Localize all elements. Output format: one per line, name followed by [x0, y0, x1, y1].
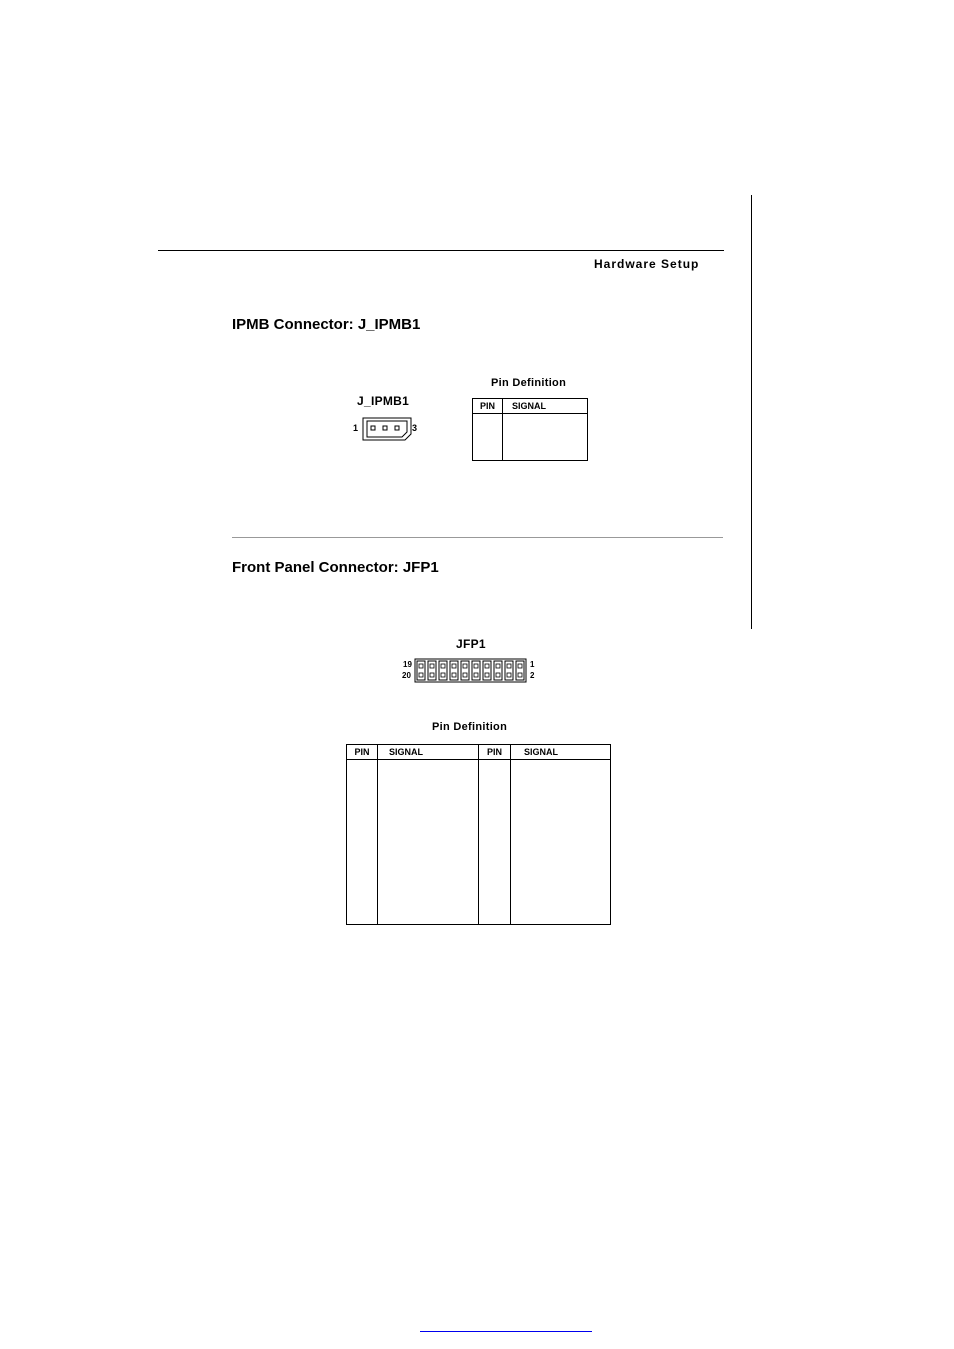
jfp1-signal-right-cell	[511, 760, 611, 925]
ipmb-connector-diagram	[362, 417, 412, 441]
jfp1-table-caption: Pin Definition	[432, 721, 508, 733]
jfp1-connector-diagram	[414, 658, 528, 683]
jfp1-pin-20-label: 20	[402, 671, 411, 680]
jfp1-col-pin-left: PIN	[347, 745, 378, 760]
jfp1-pin-2-label: 2	[530, 671, 535, 680]
header-rule	[158, 250, 724, 251]
ipmb-col-signal: SIGNAL	[503, 399, 588, 414]
jfp1-pin-19-label: 19	[403, 660, 412, 669]
ipmb-connector-label: J_IPMB1	[357, 394, 410, 408]
jfp1-pin-right-cell	[479, 760, 511, 925]
ipmb-col-pin: PIN	[473, 399, 503, 414]
jfp1-section-title: Front Panel Connector: JFP1	[232, 559, 439, 576]
ipmb-section-title: IPMB Connector: J_IPMB1	[232, 316, 421, 333]
ipmb-table-caption: Pin Definition	[491, 377, 567, 389]
jfp1-connector-label: JFP1	[456, 637, 486, 651]
jfp1-col-signal-left: SIGNAL	[378, 745, 479, 760]
running-head: Hardware Setup	[594, 257, 700, 271]
section-divider	[232, 537, 723, 538]
footer-link-underline[interactable]	[420, 1331, 592, 1332]
ipmb-pin-first-label: 1	[353, 423, 359, 433]
ipmb-pin-cell	[473, 414, 503, 461]
jfp1-pin-table	[346, 744, 611, 925]
side-margin-rule	[751, 195, 752, 629]
ipmb-pin-last-label: 3	[412, 423, 418, 433]
jfp1-col-signal-right: SIGNAL	[511, 745, 611, 760]
jfp1-pin-1-label: 1	[530, 660, 535, 669]
jfp1-signal-left-cell	[378, 760, 479, 925]
jfp1-pin-left-cell	[347, 760, 378, 925]
ipmb-pin-table	[472, 398, 588, 461]
jfp1-col-pin-right: PIN	[479, 745, 511, 760]
ipmb-signal-cell	[503, 414, 588, 461]
